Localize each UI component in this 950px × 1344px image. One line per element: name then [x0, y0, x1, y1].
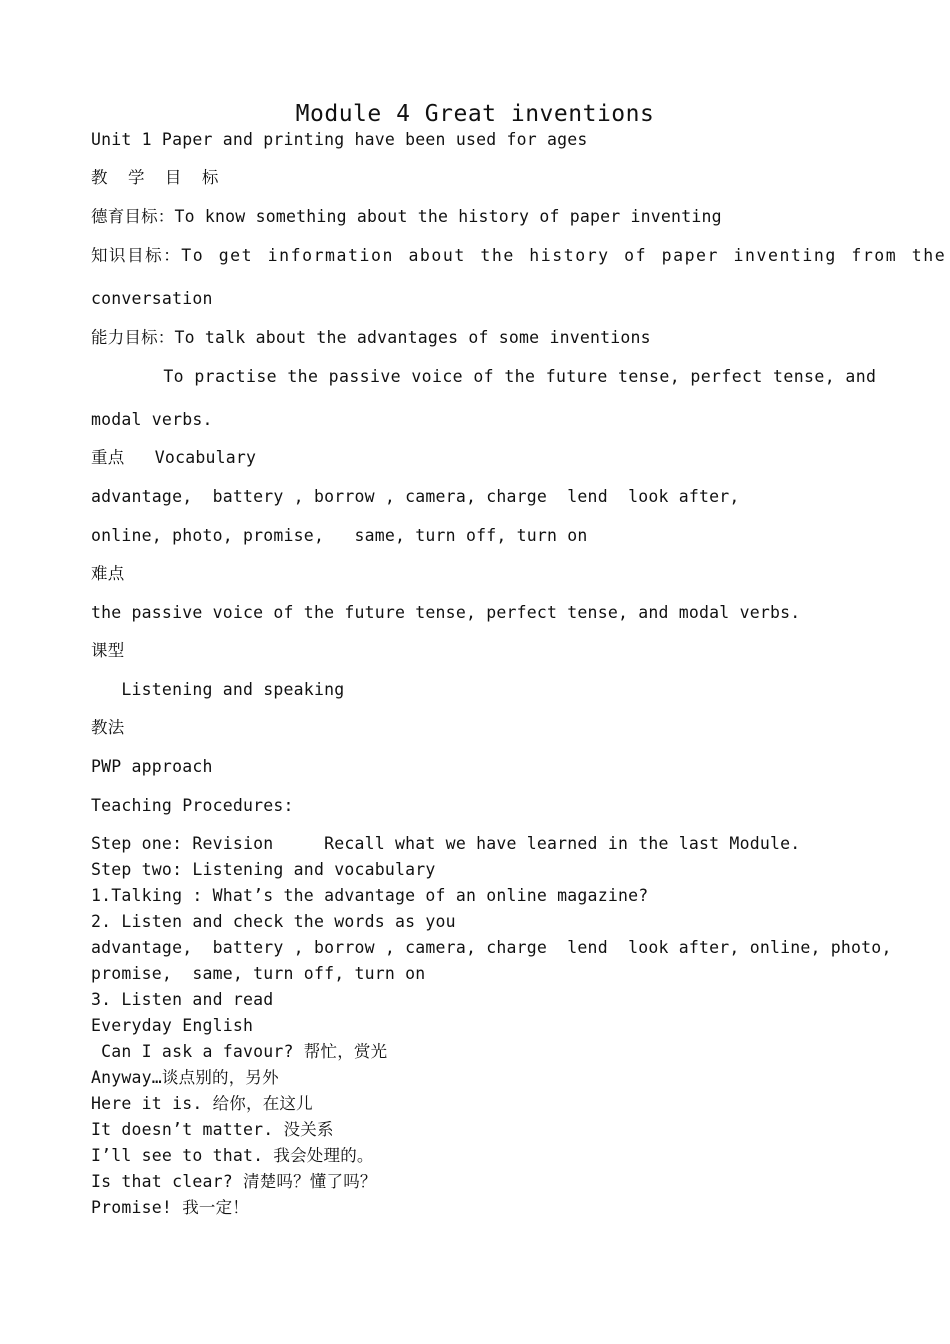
- key-points-heading: 重点 Vocabulary: [91, 448, 257, 467]
- document-title: Module 4 Great inventions: [295, 101, 655, 127]
- procedure-line: 2. Listen and check the words as you: [91, 912, 456, 931]
- knowledge-objective-line-2: conversation: [91, 289, 213, 308]
- unit-title: Unit 1 Paper and printing have been used for ages: [91, 130, 588, 149]
- vocabulary-line-1: advantage, battery , borrow , camera, charge lend look after,: [91, 487, 740, 506]
- procedure-line: advantage, battery , borrow , camera, charge lend look after, online, photo,: [91, 938, 892, 957]
- procedure-line: Promise! 我一定！: [91, 1198, 250, 1217]
- difficult-points-heading: 难点: [91, 564, 125, 583]
- teaching-method-heading: 教法: [91, 718, 125, 737]
- procedure-line: Can I ask a favour? 帮忙，赏光: [91, 1042, 388, 1061]
- teaching-method: PWP approach: [91, 757, 213, 776]
- knowledge-objective-line-1: 知识目标：To get information about the history of paper inventing from the: [91, 246, 947, 265]
- vocabulary-line-2: online, photo, promise, same, turn off, turn on: [91, 526, 588, 545]
- ability-objective-line-2: To practise the passive voice of the future tense, perfect tense, and: [91, 367, 877, 386]
- procedure-line: Here it is. 给你，在这儿: [91, 1094, 313, 1113]
- lesson-type: Listening and speaking: [91, 680, 345, 699]
- objectives-heading: 教 学 目 标: [91, 168, 219, 187]
- difficult-points-text: the passive voice of the future tense, perfect tense, and modal verbs.: [91, 603, 801, 622]
- lesson-type-heading: 课型: [91, 641, 125, 660]
- procedure-line: 3. Listen and read: [91, 990, 274, 1009]
- procedure-line: Anyway…谈点别的，另外: [91, 1068, 279, 1087]
- moral-objective: 德育目标：To know something about the history of paper inventing: [91, 207, 722, 226]
- procedure-line: Step one: Revision Recall what we have learned in the last Module.: [91, 834, 801, 853]
- procedure-line: Step two: Listening and vocabulary: [91, 860, 436, 879]
- ability-objective-line-1: 能力目标：To talk about the advantages of some inventions: [91, 328, 651, 347]
- procedure-line: 1.Talking : What’s the advantage of an online magazine?: [91, 886, 649, 905]
- procedure-line: Everyday English: [91, 1016, 254, 1035]
- procedure-line: Is that clear? 清楚吗？懂了吗？: [91, 1172, 377, 1191]
- ability-objective-line-3: modal verbs.: [91, 410, 213, 429]
- procedure-line: I’ll see to that. 我会处理的。: [91, 1146, 374, 1165]
- procedure-line: promise, same, turn off, turn on: [91, 964, 426, 983]
- procedure-line: It doesn’t matter. 没关系: [91, 1120, 334, 1139]
- procedures-heading: Teaching Procedures:: [91, 796, 294, 815]
